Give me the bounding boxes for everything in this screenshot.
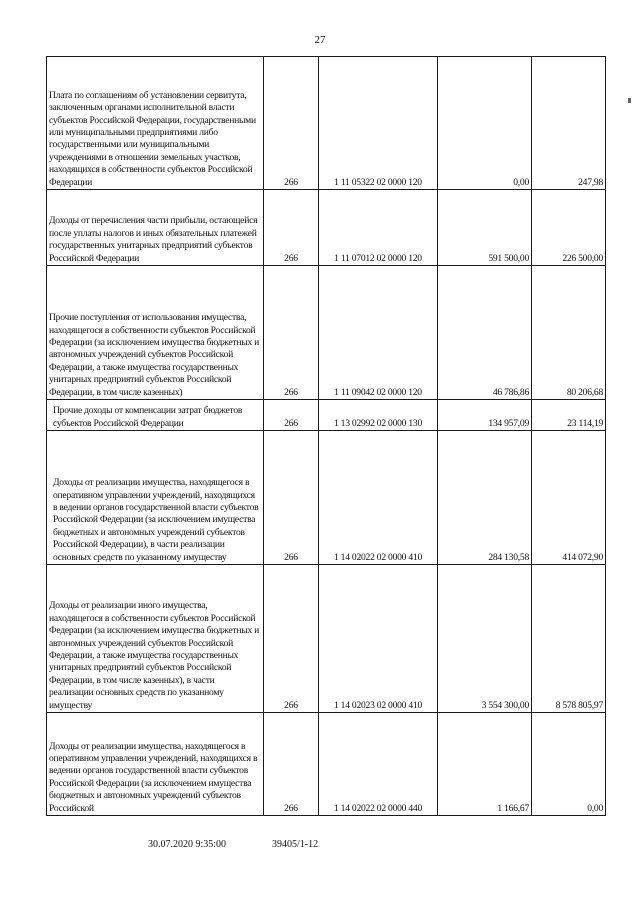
row-budget-code: 1 14 02022 02 0000 410 <box>319 431 438 565</box>
row-executed-amount: 414 072,90 <box>532 431 606 565</box>
row-name <box>47 400 264 431</box>
row-approved-amount: 1 166,67 <box>438 713 532 816</box>
row-budget-code: 1 11 05322 02 0000 120 <box>319 57 438 190</box>
row-name: Прочие поступления от использования имущества, находящегося в собственности субъектов Российской Федерации (за исключением имущества бюджетных и автономных учреждений субъектов Российской Федерации, а также имущества государственных унитарных предприятий субъектов Российской Федерации, в том числе казенных) <box>47 266 264 400</box>
row-approved-amount: 46 786,86 <box>438 266 532 400</box>
row-approved-amount: 284 130,58 <box>438 431 532 565</box>
row-admin-code: 266 <box>264 57 319 190</box>
table-row <box>47 57 606 190</box>
row-executed-amount: 80 206,68 <box>532 266 606 400</box>
row-budget-code: 1 13 02992 02 0000 130 <box>319 400 438 431</box>
row-budget-code: 1 11 07012 02 0000 120 <box>319 190 438 266</box>
row-admin-code: 266 <box>264 190 319 266</box>
row-name: Доходы от перечисления части прибыли, остающейся после уплаты налогов и иных обязательных платежей государственных унитарных предприятий субъектов Российской Федерации <box>47 190 264 266</box>
row-executed-amount: 226 500,00 <box>532 190 606 266</box>
footer-timestamp: 30.07.2020 9:35:00 <box>148 839 227 850</box>
row-executed-amount: 23 114,19 <box>532 400 606 431</box>
row-admin-code: 266 <box>264 266 319 400</box>
row-admin-code: 266 <box>264 565 319 713</box>
row-executed-amount: 8 578 805,97 <box>532 565 606 713</box>
row-name: Доходы от реализации имущества, находящегося в оперативном управлении учреждений, находящихся в ведении органов государственной власти субъектов Российской Федерации (за исключением имущества бюджетных и автономных учреждений субъектов Российской <box>47 713 264 816</box>
row-admin-code: 266 <box>264 713 319 816</box>
row-admin-code: 266 <box>264 431 319 565</box>
row-name-text: Прочие доходы от компенсации затрат бюджетов субъектов Российской Федерации <box>53 405 243 429</box>
row-budget-code: 1 14 02023 02 0000 410 <box>319 565 438 713</box>
row-approved-amount: 591 500,00 <box>438 190 532 266</box>
table-row <box>47 713 606 816</box>
row-name: Плата по соглашениям об установлении сервитута, заключенным органами исполнительной власти субъектов Российской Федерации, государственными или муниципальными предприятиями либо государственными или муниципальными учреждениями в отношении земельных участков, находящихся в собственности субъектов Российской Федерации <box>47 57 264 190</box>
row-name: Доходы от реализации иного имущества, находящегося в собственности субъектов Российской Федерации (за исключением имущества бюджетных и автономных учреждений субъектов Российской Федерации, а также имущества государственных унитарных предприятий субъектов Российской Федерации, в том числе казенных), в части реализации основных средств по указанному имуществу <box>47 565 264 713</box>
row-approved-amount: 0,00 <box>438 57 532 190</box>
margin-mark <box>628 98 631 103</box>
table-row <box>47 266 606 400</box>
table-row <box>47 190 606 266</box>
row-approved-amount: 3 554 300,00 <box>438 565 532 713</box>
row-executed-amount: 247,98 <box>532 57 606 190</box>
row-name <box>47 431 264 565</box>
row-admin-code: 266 <box>264 400 319 431</box>
footer-doc-number: 39405/1-12 <box>272 839 319 850</box>
table-row <box>47 565 606 713</box>
table-row <box>47 400 606 431</box>
row-budget-code: 1 14 02022 02 0000 440 <box>319 713 438 816</box>
row-budget-code: 1 11 09042 02 0000 120 <box>319 266 438 400</box>
row-executed-amount: 0,00 <box>532 713 606 816</box>
row-approved-amount: 134 957,09 <box>438 400 532 431</box>
page-number: 27 <box>314 34 326 46</box>
row-name-text: Доходы от реализации имущества, находящегося в оперативном управлении учреждений, находящихся в ведении органов государственной власти субъектов Российской Федерации (за исключением имущества бюджетных и автономных учреждений субъектов Российской Федерации), в части реализации основных средств по указанному имуществу <box>53 477 259 563</box>
table-row <box>47 431 606 565</box>
income-table <box>46 56 606 816</box>
